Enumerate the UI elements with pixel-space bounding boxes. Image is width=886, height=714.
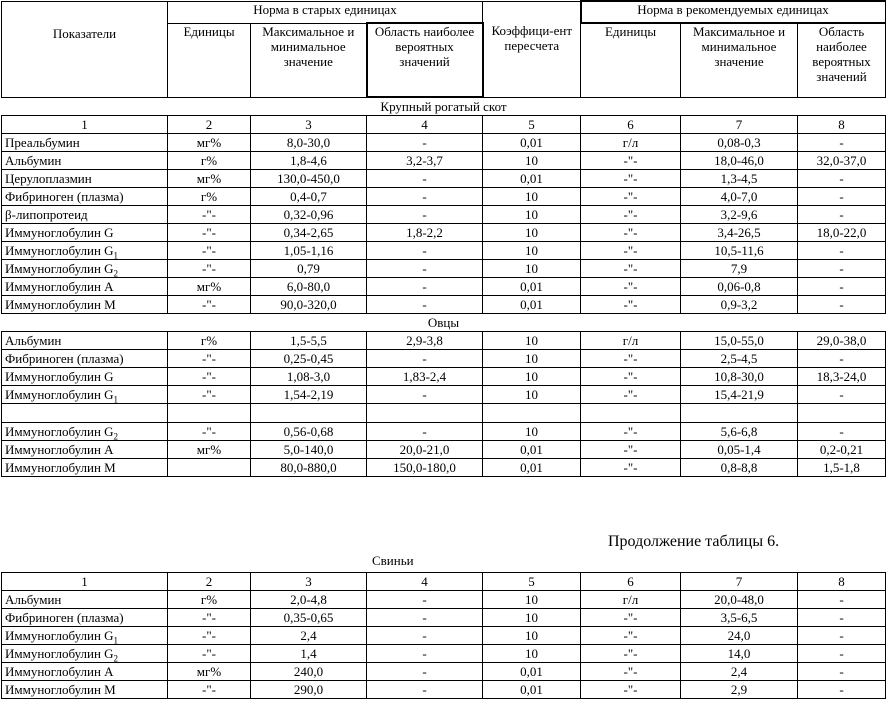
header-old-units-group: Норма в старых единицах [168,1,483,23]
cell-probable-new: - [798,134,886,152]
column-number-7: 7 [681,573,798,591]
cell-probable-old: - [367,663,483,681]
cell-maxmin-new: 14,0 [681,645,798,663]
cell-probable-old: - [367,645,483,663]
cell-probable-new: - [798,627,886,645]
cell-units-old: -"- [168,645,251,663]
table-row [2,368,886,386]
cell-maxmin-new: 2,5-4,5 [681,350,798,368]
cell-probable-new: - [798,350,886,368]
cell-units-old: -"- [168,260,251,278]
column-number-5: 5 [483,116,581,134]
cell-units-new: -"- [581,609,681,627]
column-number-4: 4 [367,116,483,134]
cell-units-new: -"- [581,170,681,188]
norms-table [1,0,886,477]
cell-probable-new: - [798,591,886,609]
indicator-name: β-липопротеид [2,206,168,224]
table-row [2,152,886,170]
cell-probable-old: - [367,681,483,699]
header-maxmin-new: Максимальное и минимальное значение [681,23,798,97]
column-number-2: 2 [168,573,251,591]
cell-units-new: -"- [581,386,681,404]
cell-probable-new: 32,0-37,0 [798,152,886,170]
indicator-name: Иммуноглобулин $G_2$ [2,645,168,663]
cell-probable-old: 2,9-3,8 [367,332,483,350]
cell-probable-old: - [367,591,483,609]
cell-probable-new: - [798,278,886,296]
table-row [2,242,886,260]
cell-units-new: -"- [581,350,681,368]
cell-maxmin-new: 20,0-48,0 [681,591,798,609]
column-number-3: 3 [251,116,367,134]
cell-units-new: -"- [581,188,681,206]
cell-units-new: -"- [581,260,681,278]
cell-maxmin-old: 5,0-140,0 [251,441,367,459]
header-probable-new: Область наиболее вероятных значений [798,23,886,97]
cell-coefficient: 10 [483,368,581,386]
cell-probable-new: - [798,645,886,663]
cell-units-old [168,459,251,477]
cell-maxmin-old: 1,08-3,0 [251,368,367,386]
cell-units-old: мг% [168,134,251,152]
cell-probable-new: - [798,260,886,278]
column-number-row [2,116,886,134]
indicator-name: Иммуноглобулин М [2,296,168,314]
cell-maxmin-old: 8,0-30,0 [251,134,367,152]
cell-units-new: -"- [581,278,681,296]
cell-probable-new: - [798,296,886,314]
table-row [2,386,886,404]
cell-coefficient: 10 [483,260,581,278]
cell-probable-old: - [367,260,483,278]
cell-units-new: -"- [581,441,681,459]
cell-probable-old: 20,0-21,0 [367,441,483,459]
cell-maxmin-old: 2,4 [251,627,367,645]
column-number-6: 6 [581,573,681,591]
column-number-5: 5 [483,573,581,591]
column-number-1: 1 [2,573,168,591]
indicator-name: Фибриноген (плазма) [2,609,168,627]
cell-units-old: мг% [168,170,251,188]
cell-probable-new: - [798,386,886,404]
table-row [2,423,886,441]
cell-coefficient: 0,01 [483,459,581,477]
cell-coefficient: 10 [483,386,581,404]
cell-maxmin-new: 4,0-7,0 [681,188,798,206]
cell-maxmin-old: 90,0-320,0 [251,296,367,314]
table-row [2,278,886,296]
cell-coefficient: 10 [483,645,581,663]
cell-probable-new: - [798,206,886,224]
cell-probable-new: - [798,681,886,699]
cell-coefficient: 10 [483,242,581,260]
cell-units-old: г% [168,188,251,206]
cell-units-old: г% [168,152,251,170]
cell-probable-old: - [367,423,483,441]
cell-units-new: -"- [581,152,681,170]
cell-coefficient: 10 [483,609,581,627]
indicator-name: Иммуноглобулин G [2,368,168,386]
column-number-3: 3 [251,573,367,591]
cell-coefficient: 10 [483,627,581,645]
indicator-name: Иммуноглобулин $G_1$ [2,627,168,645]
cell-probable-old: 3,2-3,7 [367,152,483,170]
cell-maxmin-old: 1,05-1,16 [251,242,367,260]
indicator-name: Иммуноглобулин $G_2$ [2,260,168,278]
section-sheep: Овцы [2,314,886,332]
cell-maxmin-new: 10,8-30,0 [681,368,798,386]
cell-units-new: -"- [581,663,681,681]
table-continuation-caption: Продолжение таблицы 6. [608,533,780,550]
cell-units-old: -"- [168,386,251,404]
cell-maxmin-new: 2,4 [681,663,798,681]
cell-maxmin-old: 0,4-0,7 [251,188,367,206]
pigs-table [1,572,886,699]
header-units-old: Единицы [168,23,251,97]
cell-probable-old: 1,8-2,2 [367,224,483,242]
cell-maxmin-old: 0,34-2,65 [251,224,367,242]
cell-probable-new: 18,3-24,0 [798,368,886,386]
cell-probable-old: - [367,134,483,152]
indicator-name: Иммуноглобулин $G_1$ [2,386,168,404]
cell-maxmin-new: 0,05-1,4 [681,441,798,459]
column-number-6: 6 [581,116,681,134]
cell-probable-new: - [798,423,886,441]
cell-maxmin-new: 2,9 [681,681,798,699]
table-row [2,224,886,242]
cell-units-new: -"- [581,224,681,242]
cell-maxmin-new: 24,0 [681,627,798,645]
cell-units-new: -"- [581,242,681,260]
cell-units-old: -"- [168,681,251,699]
cell-maxmin-old: 0,32-0,96 [251,206,367,224]
cell-units-old: -"- [168,423,251,441]
table-row [2,296,886,314]
cell-coefficient: 0,01 [483,296,581,314]
table-row [2,681,886,699]
cell-coefficient: 10 [483,224,581,242]
cell-maxmin-new: 7,9 [681,260,798,278]
indicator-name: Иммуноглобулин А [2,663,168,681]
cell-maxmin-new: 3,4-26,5 [681,224,798,242]
column-number-2: 2 [168,116,251,134]
cell-coefficient: 10 [483,188,581,206]
header-new-units-group: Норма в рекомендуемых единицах [581,1,886,23]
indicator-name: Иммуноглобулин $G_2$ [2,423,168,441]
column-number-8: 8 [798,116,886,134]
section-cattle: Крупный рогатый скот [2,97,886,116]
indicator-name: Альбумин [2,591,168,609]
cell-maxmin-new: 10,5-11,6 [681,242,798,260]
cell-maxmin-new: 15,4-21,9 [681,386,798,404]
header-indicators: Показатели [2,1,168,97]
table-row [2,350,886,368]
cell-units-new: -"- [581,627,681,645]
cell-units-old: -"- [168,296,251,314]
cell-units-new: г/л [581,591,681,609]
cell-probable-new: - [798,609,886,627]
cell-probable-old: - [367,350,483,368]
cell-probable-old: 150,0-180,0 [367,459,483,477]
header-units-new: Единицы [581,23,681,97]
cell-maxmin-old: 1,4 [251,645,367,663]
cell-units-old: мг% [168,441,251,459]
cell-maxmin-new: 0,06-0,8 [681,278,798,296]
indicator-name: Альбумин [2,332,168,350]
cell-maxmin-old: 6,0-80,0 [251,278,367,296]
cell-coefficient: 0,01 [483,663,581,681]
indicator-name: Преальбумин [2,134,168,152]
cell-units-old: г% [168,591,251,609]
cell-coefficient: 0,01 [483,441,581,459]
cell-probable-new: - [798,170,886,188]
table-row [2,645,886,663]
cell-units-new: -"- [581,459,681,477]
cell-maxmin-old: 290,0 [251,681,367,699]
cell-probable-old: - [367,170,483,188]
cell-probable-new: 29,0-38,0 [798,332,886,350]
indicator-name: Иммуноглобулин А [2,278,168,296]
cell-units-new: -"- [581,423,681,441]
indicator-name: Альбумин [2,152,168,170]
cell-units-new: -"- [581,296,681,314]
cell-coefficient: 10 [483,152,581,170]
indicator-name: Иммуноглобулин М [2,459,168,477]
table-row [2,260,886,278]
table-row [2,591,886,609]
cell-maxmin-new: 0,9-3,2 [681,296,798,314]
cell-maxmin-old: 0,79 [251,260,367,278]
cell-units-old: -"- [168,224,251,242]
cell-units-old: мг% [168,663,251,681]
indicator-name: Фибриноген (плазма) [2,188,168,206]
cell-units-old: -"- [168,627,251,645]
cell-coefficient: 10 [483,332,581,350]
table-row [2,206,886,224]
column-number-7: 7 [681,116,798,134]
cell-coefficient: 10 [483,423,581,441]
table-row [2,609,886,627]
cell-coefficient: 0,01 [483,681,581,699]
cell-coefficient: 10 [483,206,581,224]
table-row [2,441,886,459]
section-pigs: Свиньи [372,553,414,568]
cell-units-old: -"- [168,609,251,627]
indicator-name: Иммуноглобулин А [2,441,168,459]
indicator-name: Иммуноглобулин G [2,224,168,242]
column-number-4: 4 [367,573,483,591]
cell-units-new: г/л [581,332,681,350]
cell-units-new: г/л [581,134,681,152]
table-row [2,134,886,152]
cell-probable-new: - [798,663,886,681]
indicator-name: Иммуноглобулин М [2,681,168,699]
column-number-row [2,573,886,591]
indicator-name: Церулоплазмин [2,170,168,188]
cell-maxmin-old: 1,8-4,6 [251,152,367,170]
cell-maxmin-new: 0,8-8,8 [681,459,798,477]
cell-units-new: -"- [581,645,681,663]
cell-maxmin-new: 1,3-4,5 [681,170,798,188]
cell-probable-old: - [367,296,483,314]
cell-maxmin-new: 5,6-6,8 [681,423,798,441]
cell-maxmin-new: 18,0-46,0 [681,152,798,170]
cell-probable-old: - [367,627,483,645]
cell-coefficient: 10 [483,350,581,368]
column-number-1: 1 [2,116,168,134]
cell-units-old: -"- [168,242,251,260]
cell-maxmin-old: 0,56-0,68 [251,423,367,441]
table-row [2,170,886,188]
cell-coefficient: 0,01 [483,278,581,296]
table-row [2,663,886,681]
cell-coefficient: 0,01 [483,134,581,152]
cell-probable-new: - [798,242,886,260]
cell-probable-old: 1,83-2,4 [367,368,483,386]
cell-units-old: г% [168,332,251,350]
cell-probable-old: - [367,609,483,627]
indicator-name: Фибриноген (плазма) [2,350,168,368]
header-coefficient: Коэффици-ент пересчета [483,23,581,97]
cell-maxmin-new: 0,08-0,3 [681,134,798,152]
cell-probable-old: - [367,206,483,224]
cell-probable-new: 1,5-1,8 [798,459,886,477]
table-row [2,188,886,206]
cell-probable-new: 0,2-0,21 [798,441,886,459]
cell-units-old: -"- [168,368,251,386]
cell-probable-old: - [367,242,483,260]
cell-probable-old: - [367,278,483,296]
cell-maxmin-new: 3,5-6,5 [681,609,798,627]
indicator-name: Иммуноглобулин $G_1$ [2,242,168,260]
cell-units-new: -"- [581,368,681,386]
cell-units-old: мг% [168,278,251,296]
column-number-8: 8 [798,573,886,591]
cell-maxmin-old: 80,0-880,0 [251,459,367,477]
cell-maxmin-old: 0,25-0,45 [251,350,367,368]
cell-maxmin-old: 1,5-5,5 [251,332,367,350]
cell-maxmin-old: 0,35-0,65 [251,609,367,627]
cell-maxmin-new: 15,0-55,0 [681,332,798,350]
cell-maxmin-old: 240,0 [251,663,367,681]
cell-probable-old: - [367,386,483,404]
cell-maxmin-old: 1,54-2,19 [251,386,367,404]
cell-units-old: -"- [168,206,251,224]
cell-coefficient: 0,01 [483,170,581,188]
cell-maxmin-old: 130,0-450,0 [251,170,367,188]
header-probable-old: Область наиболее вероятных значений [367,23,483,97]
table-row [2,459,886,477]
header-maxmin-old: Максимальное и минимальное значение [251,23,367,97]
cell-maxmin-old: 2,0-4,8 [251,591,367,609]
cell-units-old: -"- [168,350,251,368]
cell-coefficient: 10 [483,591,581,609]
cell-probable-old: - [367,188,483,206]
cell-units-new: -"- [581,206,681,224]
table-row [2,332,886,350]
cell-maxmin-new: 3,2-9,6 [681,206,798,224]
table-row [2,627,886,645]
cell-units-new: -"- [581,681,681,699]
cell-probable-new: - [798,188,886,206]
cell-probable-new: 18,0-22,0 [798,224,886,242]
